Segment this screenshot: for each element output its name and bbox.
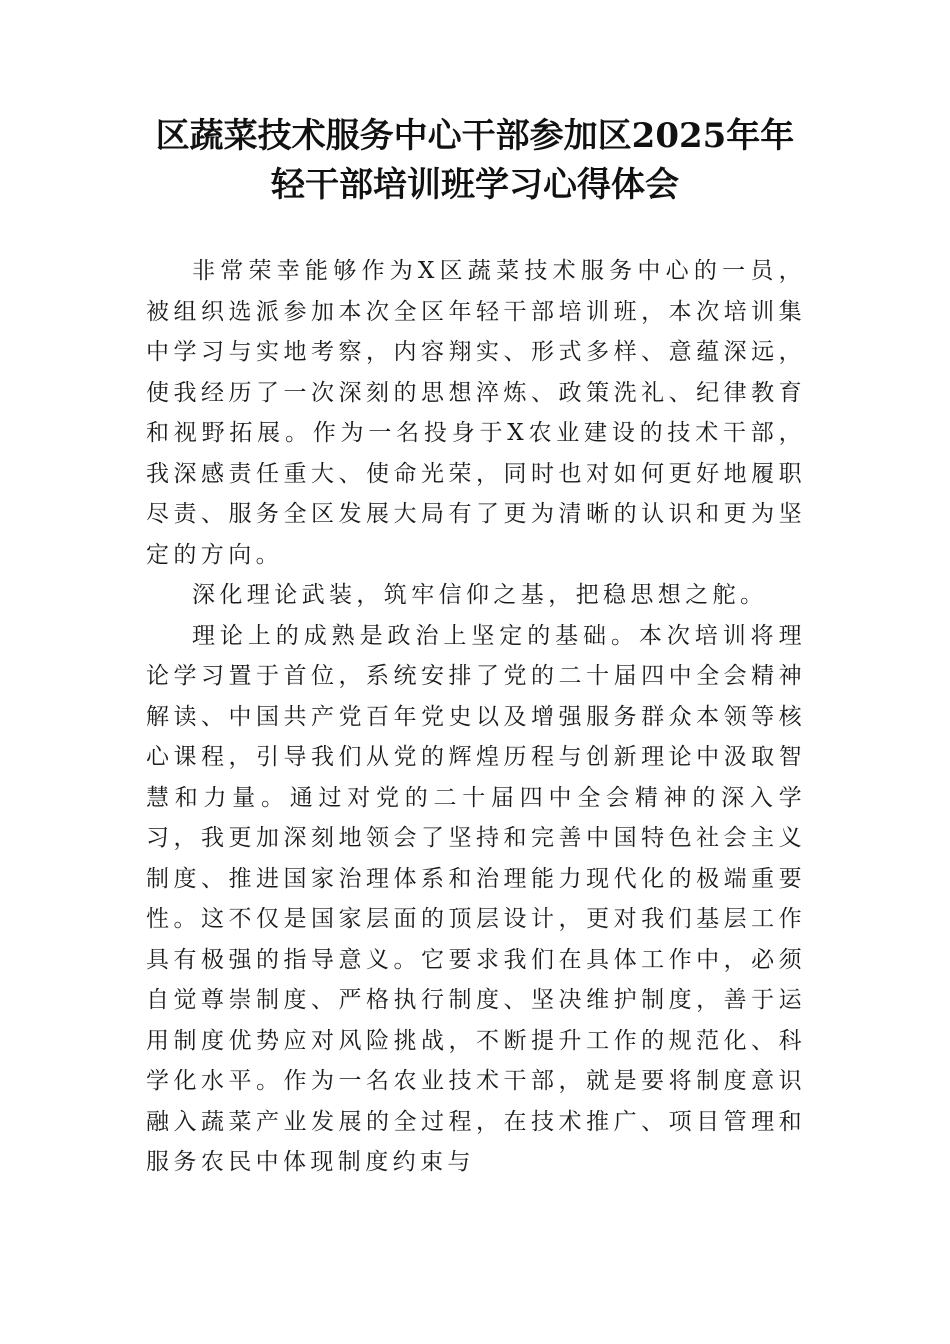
section-heading-theory: 深化理论武装，筑牢信仰之基，把稳思想之舵。: [192, 582, 768, 608]
document-body: [146, 251, 806, 1183]
paragraph-intro: 非常荣幸能够作为X区蔬菜技术服务中心的一员，被组织选派参加本次全区年轻干部培训班，本次培训集中学习与实地考察，内容翔实、形式多样、意蕴深远，使我经历了一次深刻的思想淬炼、政策洗礼、纪律教育和视野拓展。作为一名投身于X农业建设的技术干部，我深感责任重大、使命光荣，同时也对如何更好地履职尽责、服务全区发展大局有了更为清晰的认识和更为坚定的方向。: [146, 258, 806, 568]
title-line-2: 轻干部培训班学习心得体会: [271, 165, 679, 205]
document-title: [120, 112, 830, 210]
title-line-1: 区蔬菜技术服务中心干部参加区2025年年: [155, 116, 795, 156]
paragraph-theory: 理论上的成熟是政治上坚定的基础。本次培训将理论学习置于首位，系统安排了党的二十届四中全会精神解读、中国共产党百年党史以及增强服务群众本领等核心课程，引导我们从党的辉煌历程与创新理论中汲取智慧和力量。通过对党的二十届四中全会精神的深入学习，我更加深刻地领会了坚持和完善中国特色社会主义制度、推进国家治理体系和治理能力现代化的极端重要性。这不仅是国家层面的顶层设计，更对我们基层工作具有极强的指导意义。它要求我们在具体工作中，必须自觉尊崇制度、严格执行制度、坚决维护制度，善于运用制度优势应对风险挑战，不断提升工作的规范化、科学化水平。作为一名农业技术干部，就是要将制度意识融入蔬菜产业发展的全过程，在技术推广、项目管理和服务农民中体现制度约束与: [146, 622, 806, 1175]
